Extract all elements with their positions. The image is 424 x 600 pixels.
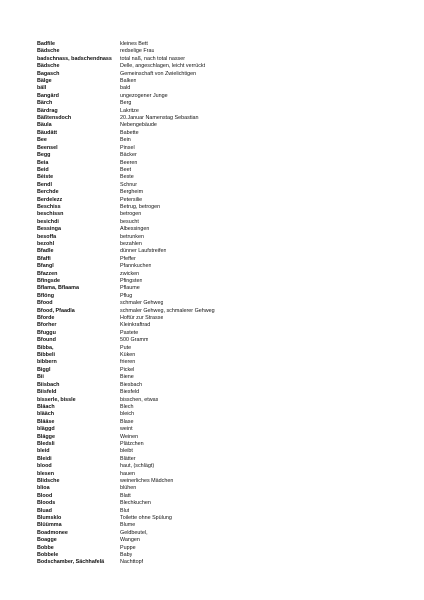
german-translation: Baby [120,552,133,559]
dialect-term: Bii [37,374,44,381]
german-translation: Pflaume [120,285,140,292]
german-translation: kleines Bett [120,41,148,47]
word-row [37,330,397,337]
german-translation: Nebengebäude [120,122,157,129]
dialect-term: Bforher [37,322,57,329]
dialect-term: Bfound [37,337,56,344]
german-translation: Biesbach [120,381,143,388]
word-row [37,308,397,315]
german-translation: betrunken [120,233,144,240]
word-row [37,545,397,552]
german-translation: Blume [120,522,136,529]
dialect-term: Beschiss [37,203,61,210]
dialect-term: Bforde [37,315,55,322]
word-row [37,174,397,181]
german-translation: Berg [120,100,132,107]
dialect-term: blesen [37,470,55,477]
german-translation: hauen [120,470,135,477]
dialect-term: Bodschamber, Sächhafelä [37,559,105,566]
dialect-term: Bangärd [37,92,59,99]
dialect-term: besoffa [37,233,57,240]
german-translation: frieren [120,359,136,366]
dialect-term: bezohl [37,240,55,247]
german-translation: Weinen [120,433,139,440]
dialect-term: Beia [37,159,49,166]
word-row [37,167,397,174]
dialect-term: Bäula [37,122,52,129]
german-translation: Wangen [120,537,140,544]
word-row [37,248,397,255]
dialect-term: besichdi [37,218,59,225]
word-row [37,152,397,159]
word-row [37,552,397,559]
dialect-term: Beensel [37,144,58,151]
word-row [37,441,397,448]
dialect-term: Biggl [37,366,51,373]
dialect-term: Bleidi [37,455,52,462]
dialect-term: Bfazzen [37,270,58,277]
german-translation: Biesfeld [120,389,140,396]
dialect-term: Bfangl [37,263,54,270]
word-row [37,508,397,515]
word-row [37,345,397,352]
word-row [37,278,397,285]
german-translation: Pflug [120,292,133,299]
german-translation: ungezogener Junge [120,92,168,99]
german-translation: zwicken [120,270,140,277]
dialect-term: Bfood [37,300,53,307]
word-row [37,367,397,374]
german-translation: weinerliches Mädchen [120,477,174,484]
word-row [37,471,397,478]
dialect-term: Bobbele [37,552,59,559]
dialect-term: Bfuggu [37,329,56,336]
word-row [37,271,397,278]
german-translation: bleibt [120,448,133,455]
dialect-term: Bèiste [37,174,54,181]
dialect-term: Bflama, Bflaama [37,285,79,292]
word-row [37,41,397,48]
word-row [37,189,397,196]
dialect-term: Bendl [37,181,52,188]
german-translation: Pute [120,344,132,351]
word-row [37,404,397,411]
german-translation: Kleinkraftrad [120,322,151,329]
dialect-term: Bfingsde [37,278,61,284]
german-translation: Pfannkuchen [120,263,152,270]
word-row [37,500,397,507]
word-row [37,115,397,122]
word-row [37,411,397,418]
german-translation: 20.Januar Namenstag Sebastian [120,115,199,122]
word-row [37,78,397,85]
word-row [37,241,397,248]
german-translation: Bergheim [120,189,144,196]
dialect-term: Blidsche [37,477,60,484]
word-row [37,108,397,115]
dialect-term: Beid [37,166,49,173]
word-row [37,197,397,204]
dialect-term: Biisbach [37,381,60,388]
dialect-term: Bfadle [37,248,54,255]
word-row [37,485,397,492]
german-translation: Puppe [120,544,136,551]
dialect-term: Blägge [37,433,55,440]
dialect-term: Bagasch [37,70,60,77]
german-translation: Pfingsten [120,278,143,284]
german-translation: Blatt [120,492,131,499]
word-row [37,374,397,381]
word-row [37,63,397,70]
dialect-term: Bibba, [37,344,54,351]
dialect-term: Bessinga [37,226,61,233]
dialect-term: bibbern [37,359,57,366]
word-row [37,226,397,233]
word-row [37,285,397,292]
word-row [37,48,397,55]
dialect-term: Blääse [37,418,55,425]
german-translation: Pickel [120,366,135,373]
dialect-term: Blumsklo [37,515,62,521]
word-row [37,419,397,426]
german-translation: blühen [120,485,137,492]
word-row [37,515,397,522]
dialect-term: Bälge [37,78,52,85]
german-translation: Pastete [120,329,139,336]
german-translation: Beet [120,166,132,173]
word-row [37,522,397,529]
german-translation: bald [120,85,131,92]
dialect-word-list [37,41,397,567]
dialect-term: Berchde [37,189,59,196]
word-row [37,389,397,396]
dialect-term: Begg [37,152,51,159]
dialect-term: Badfile [37,41,55,47]
german-translation: Pinsel [120,144,135,151]
dialect-term: bläggd [37,426,55,433]
german-translation: Geldbeutel, [120,529,148,536]
dialect-term: bleid [37,448,50,455]
word-row [37,426,397,433]
german-translation: Hoftür zur Strasse [120,315,164,322]
german-translation: Albessingen [120,226,150,233]
german-translation: Plätzchen [120,440,144,447]
word-row [37,256,397,263]
german-translation: Blut [120,507,130,514]
german-translation: Schnur [120,181,138,188]
dialect-term: Boadmonee [37,529,68,536]
dialect-term: Bfaffi [37,255,51,262]
word-row [37,100,397,107]
german-translation: Beste [120,174,134,181]
word-row [37,530,397,537]
word-row [37,359,397,366]
dialect-term: Bärch [37,100,53,107]
dialect-term: Bloods [37,500,56,507]
german-translation: Balken [120,78,137,85]
word-row [37,382,397,389]
german-translation: Betrug, betrogen [120,203,161,210]
dialect-term: Bobbe [37,544,54,551]
word-row [37,130,397,137]
german-translation: Petersilie [120,196,143,203]
word-row [37,160,397,167]
word-row [37,397,397,404]
dialect-term: Bäudätt [37,129,58,136]
dialect-term: Blüümma [37,522,62,529]
word-row [37,456,397,463]
german-translation: besucht [120,218,139,225]
dialect-term: blood [37,463,52,470]
dialect-term: Berdelezz [37,196,63,203]
word-row [37,493,397,500]
german-translation: 500 Gramm [120,337,149,344]
word-row [37,263,397,270]
german-translation: Blech [120,403,134,410]
german-translation: Babette [120,129,139,136]
word-row [37,559,397,566]
word-row [37,211,397,218]
german-translation: Blechkuchen [120,500,151,507]
german-translation: Gemeinschaft von Zwielichtigen [120,70,197,77]
word-row [37,478,397,485]
word-row [37,352,397,359]
word-row [37,315,397,322]
dialect-term: blääch [37,411,55,418]
german-translation: Toilette ohne Spülung [120,515,172,521]
german-translation: Blase [120,418,134,425]
word-row [37,234,397,241]
word-row [37,293,397,300]
dialect-term: Bädsche [37,48,60,55]
german-translation: Biene [120,374,134,381]
dialect-term: Bädsche [37,63,60,70]
word-row [37,537,397,544]
word-row [37,137,397,144]
german-translation: redselige Frau [120,48,155,55]
dialect-term: Bläach [37,403,55,410]
dialect-term: Bledsli [37,440,55,447]
dialect-term: Bee [37,137,47,144]
german-translation: Beeren [120,159,138,166]
dialect-term: beschissn [37,211,64,218]
german-translation: schmaler Gehweg [120,300,164,307]
word-row [37,322,397,329]
german-translation: Lakritze [120,107,139,114]
german-translation: Bäcker [120,152,137,159]
german-translation: weint [120,426,133,433]
german-translation: dünner Laufstreifen [120,248,167,255]
german-translation: betrogen [120,211,142,218]
dialect-term: Boagge [37,537,57,544]
word-row [37,93,397,100]
word-row [37,463,397,470]
dialect-term: blioa [37,485,50,492]
dialect-term: Bärdrag [37,107,58,114]
german-translation: Bein [120,137,131,144]
german-translation: Delle, angeschlagen, leicht verrückt [120,63,206,70]
dialect-term: Bflöng [37,292,55,299]
dialect-term: Bibbeli [37,352,55,359]
german-translation: total naß, nach total nasser [120,55,186,62]
dialect-term: Bfood, Pfaadla [37,307,75,314]
word-row [37,337,397,344]
german-translation: bleich [120,411,135,418]
word-row [37,145,397,152]
dialect-term: Biisfeld [37,389,57,396]
german-translation: schmaler Gehweg, schmalerer Gehweg [120,307,215,314]
german-translation: bezahlen [120,240,142,247]
german-translation: bisschen, etwas [120,396,159,403]
word-row [37,204,397,211]
dialect-term: bisserle, bissle [37,396,76,403]
german-translation: Küken [120,352,136,359]
word-row [37,85,397,92]
german-translation: Pfeffer [120,255,136,262]
word-row [37,448,397,455]
word-row [37,219,397,226]
word-row [37,182,397,189]
dialect-term: badschnass, badschendnass [37,55,112,62]
word-row [37,434,397,441]
german-translation: Nachttopf [120,559,144,566]
word-row [37,71,397,78]
german-translation: haut, (schlägt) [120,463,155,470]
dialect-term: Bluad [37,507,52,514]
dialect-term: Blood [37,492,53,499]
dialect-term: bäll [37,85,47,92]
word-row [37,56,397,63]
dialect-term: Bäßtensdoch [37,115,72,122]
german-translation: Blätter [120,455,136,462]
word-row [37,300,397,307]
word-row [37,122,397,129]
